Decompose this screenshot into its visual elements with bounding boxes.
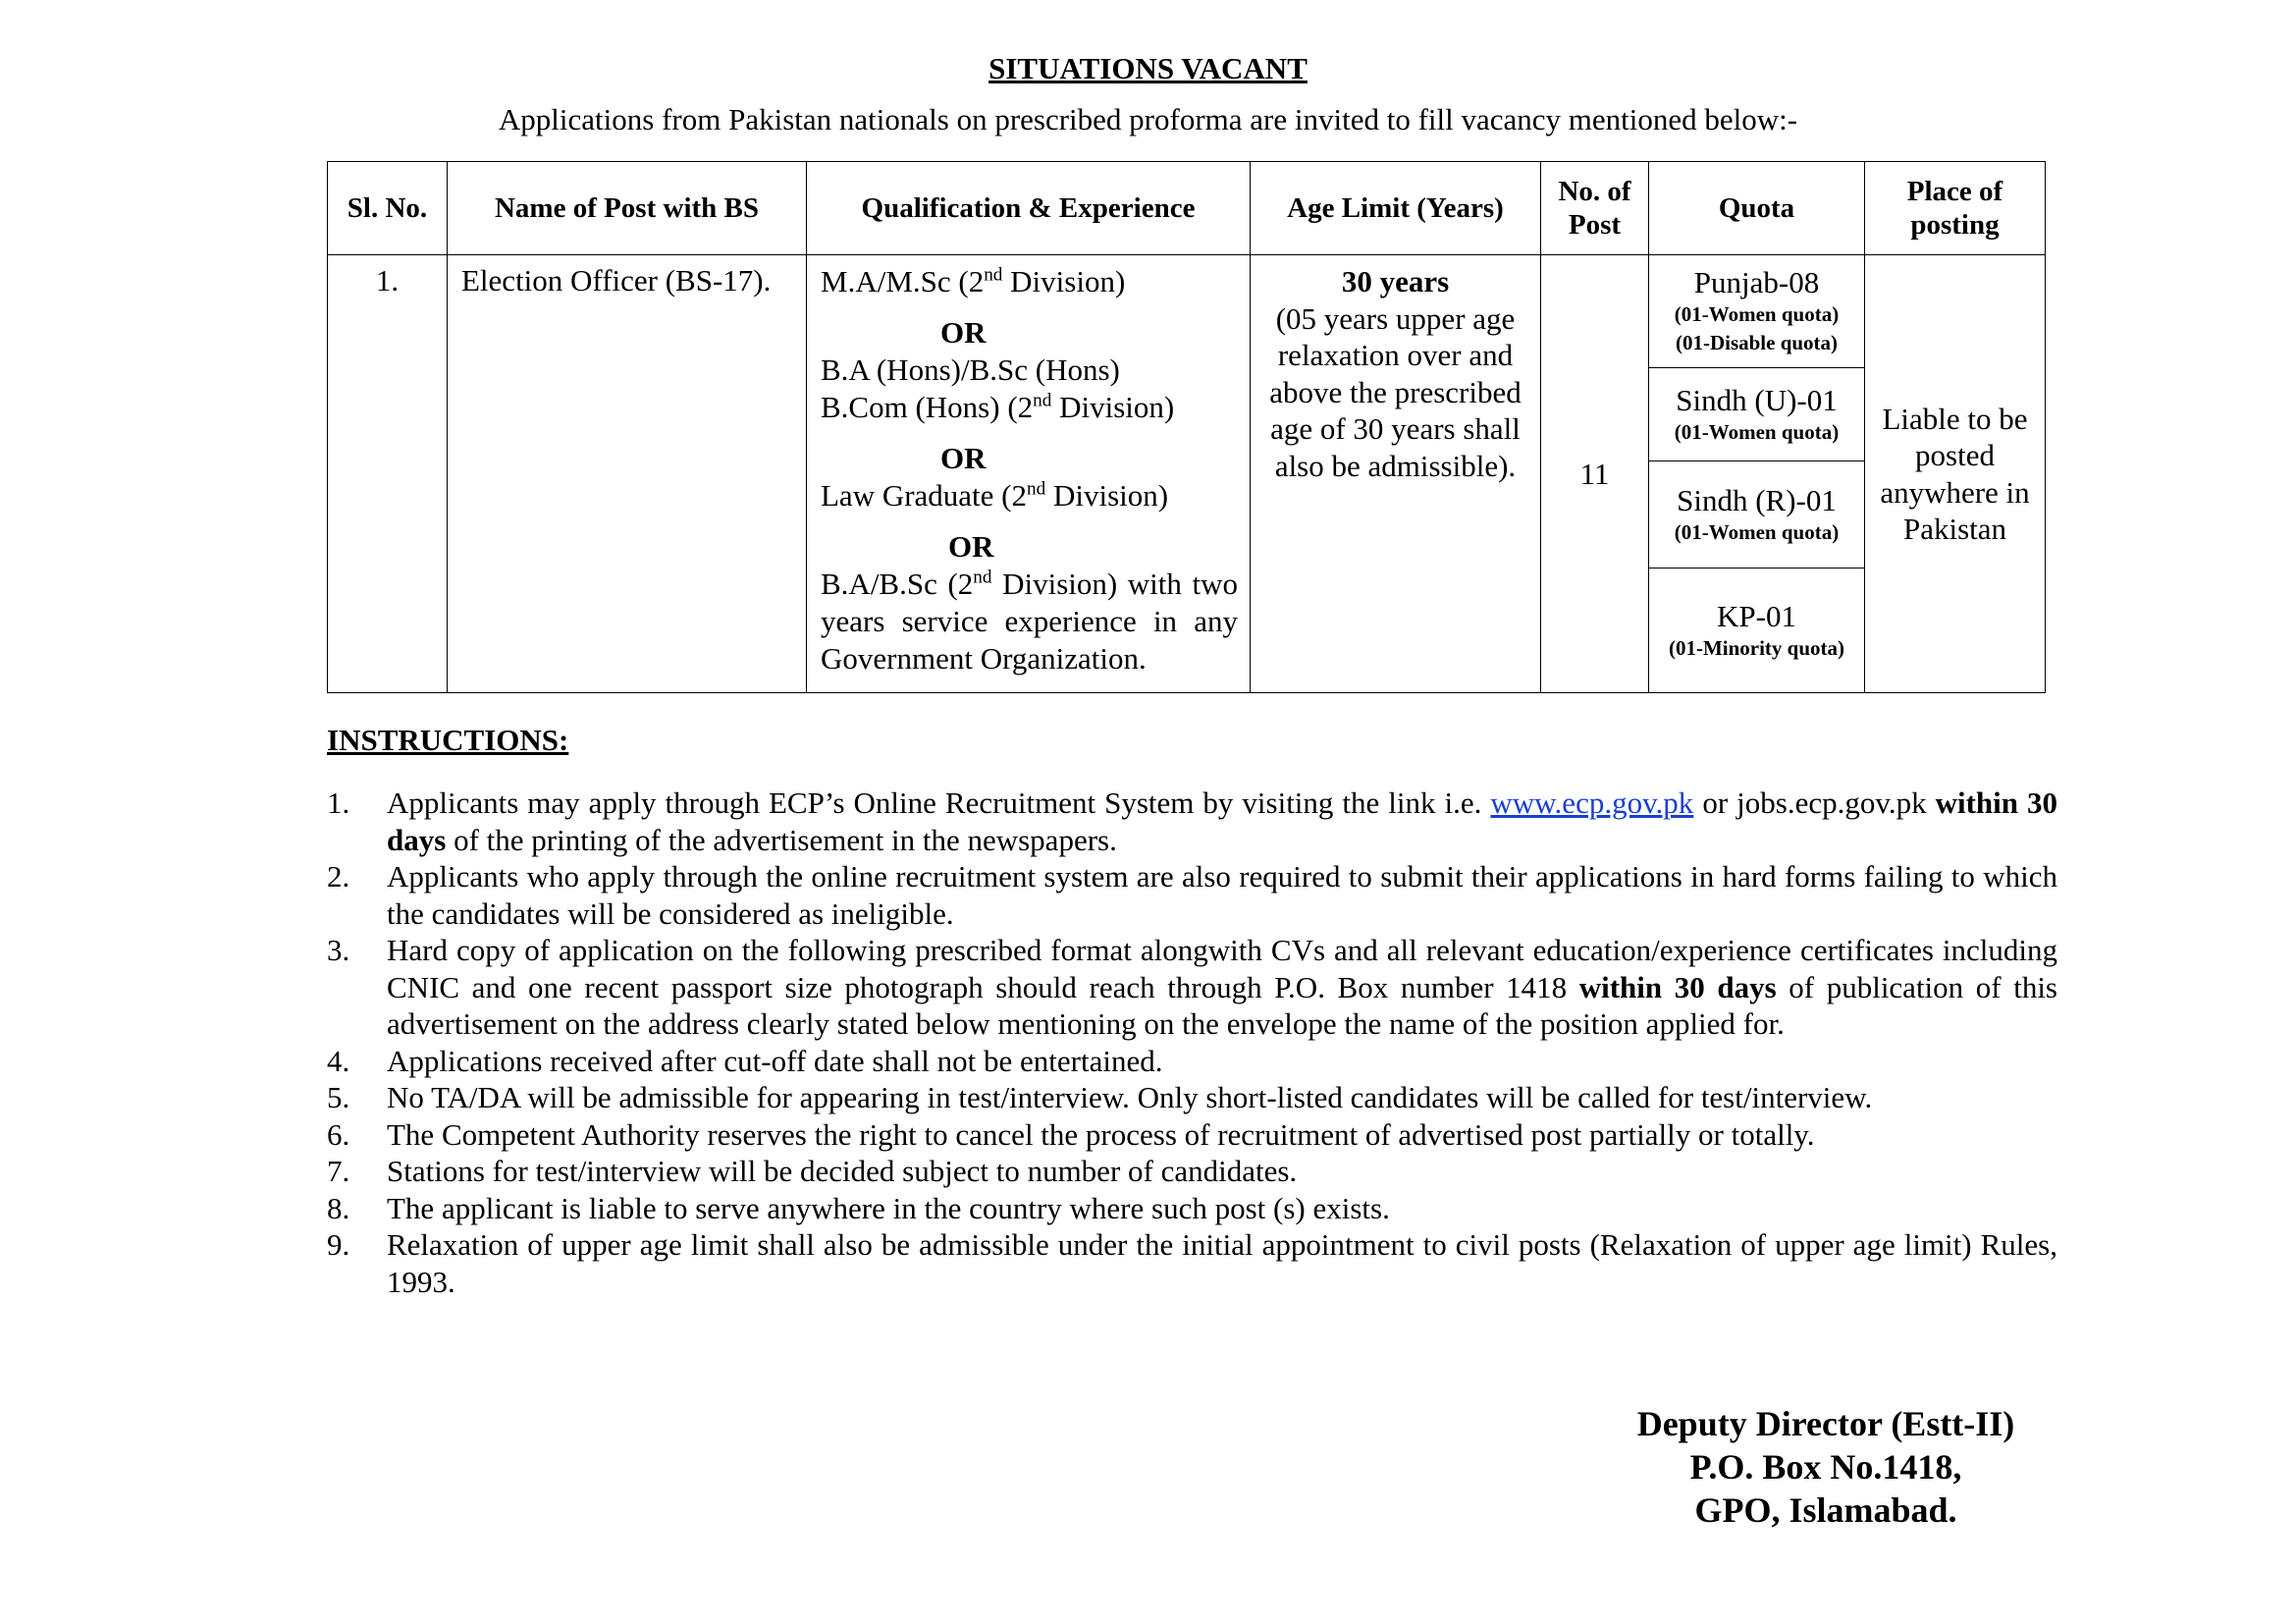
qual-line-1: M.A/M.Sc (2nd Division) [821, 264, 1126, 298]
header-age: Age Limit (Years) [1251, 162, 1541, 255]
table-header-row [328, 162, 2046, 255]
cell-quota [1649, 255, 1865, 693]
qual-or-1: OR [940, 315, 987, 350]
age-limit: 30 years [1341, 264, 1450, 298]
vacancy-table [327, 161, 2046, 693]
header-sl: Sl. No. [328, 162, 448, 255]
header-post: Name of Post with BS [448, 162, 807, 255]
quota-kp: KP-01 (01-Minority quota) [1668, 598, 1845, 660]
page-title: SITUATIONS VACANT [988, 51, 1308, 85]
cell-sl: 1. [328, 255, 448, 693]
instructions-heading: INSTRUCTIONS: [327, 723, 569, 757]
signature-line-2: P.O. Box No.1418, [1689, 1447, 1962, 1487]
cell-place: Liable to be posted anywhere in Pakistan [1865, 255, 2046, 693]
cell-qualification [807, 255, 1251, 693]
qual-line-4: Law Graduate (2nd Division) [821, 478, 1169, 513]
list-item: 7. Stations for test/interview will be decided subject to number of candidates. [327, 1154, 1298, 1188]
signature-line-1: Deputy Director (Estt-II) [1636, 1404, 2015, 1443]
qual-or-3: OR [948, 529, 994, 564]
header-num-posts [1541, 162, 1649, 255]
list-item: 6. The Competent Authority reserves the right to cancel the process of recruitment of advertised post partially or totally. [327, 1116, 1815, 1152]
cell-age [1251, 255, 1541, 693]
list-item: 8. The applicant is liable to serve anywhere in the country where such post (s) exists. [327, 1190, 1390, 1225]
table-row [328, 255, 2046, 693]
header-place-a: Place of [1906, 176, 2003, 207]
age-relaxation: (05 years upper age relaxation over and above the prescribed age of 30 years shall also be admissible). [1269, 300, 1522, 483]
header-num-a: No. of [1558, 176, 1631, 207]
header-place-b: posting [1910, 209, 2000, 241]
header-place [1865, 162, 2046, 255]
instructions-list [327, 785, 2057, 1300]
qual-line-2: B.A (Hons)/B.Sc (Hons) [821, 352, 1120, 387]
qual-or-2: OR [940, 441, 987, 475]
list-item: 4. Applications received after cut-off date shall not be entertained. [327, 1043, 1163, 1078]
cell-post: Election Officer (BS-17). [448, 255, 807, 693]
ecp-website-link[interactable]: www.ecp.gov.pk [1490, 785, 1694, 820]
list-item: 2. Applicants who apply through the online recruitment system are also required to submit their applications in hard forms failing to which the candidates will be considered as ineligible. [327, 859, 2057, 931]
header-num-b: Post [1568, 209, 1622, 241]
list-item: 3. Hard copy of application on the following prescribed format alongwith CVs and all relevant education/experience certificates including CNIC and one recent passport size photograph should reach through P.O. Box number 1418 within 30 days of publication of this advertisement on the address clearly stated below mentioning on the envelope the name of the position applied for. [327, 933, 2057, 1041]
qual-line-3: B.Com (Hons) (2nd Division) [821, 390, 1175, 424]
intro-text: Applications from Pakistan nationals on prescribed proforma are invited to fill vacancy mentioned below:- [498, 102, 1798, 136]
signature-block [1531, 1402, 2120, 1532]
list-item: 1. Applicants may apply through ECP’s Online Recruitment System by visiting the link i.e. www.ecp.gov.pk or jobs.ecp.gov.pk within 30 days of the printing of the advertisement in the newspapers. [327, 785, 2057, 857]
list-item: 9. Relaxation of upper age limit shall also be admissible under the initial appointment to civil posts (Relaxation of upper age limit) Rules, 1993. [327, 1227, 2057, 1299]
header-qualification: Qualification & Experience [807, 162, 1251, 255]
cell-num-posts: 11 [1541, 255, 1649, 693]
header-quota: Quota [1649, 162, 1865, 255]
signature-line-3: GPO, Islamabad. [1694, 1490, 1957, 1530]
quota-sindh-r: Sindh (R)-01 (01-Women quota) [1649, 461, 1864, 568]
quota-punjab: Punjab-08 (01-Women quota) (01-Disable quota) [1649, 255, 1864, 368]
qual-line-5: B.A/B.Sc (2nd Division) with two years service experience in any Government Organization. [821, 567, 1238, 676]
quota-sindh-u: Sindh (U)-01 (01-Women quota) [1649, 368, 1864, 461]
list-item: 5. No TA/DA will be admissible for appearing in test/interview. Only short-listed candidates will be called for test/interview. [327, 1080, 1873, 1114]
